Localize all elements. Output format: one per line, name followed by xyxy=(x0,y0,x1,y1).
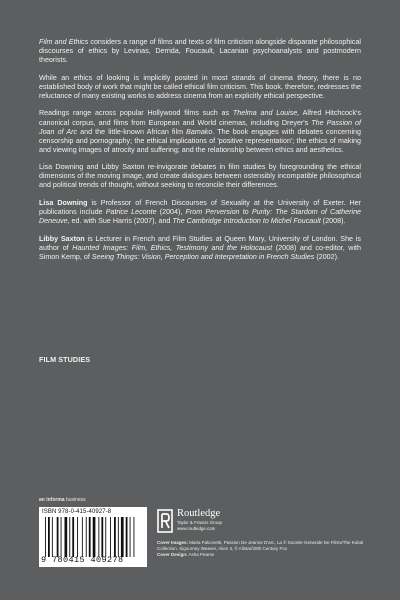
intro-paragraph: Film and Ethics considers a range of films and texts of film criticism alongside disparate philosophical discourses of ethics by Levinas, Derrida, Foucault, Lacanian psychoanalysts and postmodern theorists. xyxy=(39,38,362,65)
barcode-bar xyxy=(65,517,68,557)
saxton-bio: Libby Saxton is Lecturer in French and Film Studies at Queen Mary, University of London. She is author of Haunted Images: Film, Ethics, Testimony and the Holocaust (2008) and co-editor, with Simon Kemp, of Seeing Things: Vision, Perception and Interpretation in French Studies (2002). xyxy=(39,234,361,261)
routledge-logo-icon xyxy=(157,509,173,533)
barcode-bar xyxy=(86,517,87,557)
barcode-bar xyxy=(93,517,96,557)
publisher-group: Taylor & Francis Group xyxy=(177,520,222,525)
barcode-digits: 9 780415 409278 xyxy=(41,555,124,565)
barcode-bar xyxy=(69,517,70,557)
barcode-bar xyxy=(98,517,99,557)
barcode-bar xyxy=(101,517,103,557)
barcode-bar xyxy=(77,517,78,557)
barcode-bar xyxy=(82,517,83,557)
barcode-bar xyxy=(114,517,116,557)
barcode-bar xyxy=(45,517,46,557)
barcode-bar xyxy=(61,517,62,557)
barcode-bar xyxy=(105,517,106,557)
ethics-paragraph: While an ethics of looking is implicitly posited in most strands of cinema theory, there is no established body of work that might be called ethical film criticism. This book, therefore, redresses the reluctance of many existing works to address cinema from an explicitly ethical perspective. xyxy=(39,73,361,100)
barcode-bar xyxy=(110,517,111,557)
barcode-bar xyxy=(118,517,119,557)
barcode-bar xyxy=(52,517,53,557)
publisher-url[interactable]: www.routledge.com xyxy=(177,526,216,531)
downing-bio: Lisa Downing is Professor of French Discourses of Sexuality at the University of Exeter. Her publications include Patrice Leconte (2004), From Perversion to Purity: The Stardom of Catherine Deneuve, ed. with Sue Harris (2007), and The Cambridge Introduction to Michel Foucault (2008). xyxy=(39,199,362,226)
cover-credits: Cover Images: Maria Falconetti, Passion De Jeanne D'arc, La © Societe Generale De Films/The Kobal Collection. Sigourney Weaver, Alien 3, © Allstar/20th Century Fox Cover Design: Asha Pearse xyxy=(157,540,364,557)
barcode-bar xyxy=(134,517,135,557)
barcode-bar xyxy=(126,517,128,557)
barcode xyxy=(39,507,147,567)
barcode-bar xyxy=(72,517,74,557)
readings-paragraph: Readings range across popular Hollywood films such as Thelma and Louise, Alfred Hitchcock's canonical corpus, and films from European and World cinemas, including Dreyer's The Passion of Joan of Arc and the little-known African film Bamako. The book engages with debates concerning censorship and pornography; the ethical implications of 'positive representation'; the ethics of making and viewing images of atrocity and suffering; and the relationship between ethics and aesthetics. xyxy=(39,109,361,154)
barcode-bar xyxy=(48,517,50,557)
blurb-text xyxy=(39,38,361,271)
authors-paragraph: Lisa Downing and Libby Saxton re-invigorate debates in film studies by foregrounding the ethical dimensions of the moving image, and create dialogues between ostensibly incompatible philosophical and political trends of thought, without seeking to reconcile their differences. xyxy=(39,163,361,190)
informa-tagline: an informa business xyxy=(39,497,86,503)
barcode-bar xyxy=(89,517,91,557)
barcode-bar xyxy=(121,517,124,557)
barcode-bar xyxy=(130,517,131,557)
isbn-text: ISBN 978-0-415-40927-8 xyxy=(42,509,112,515)
category-label: FILM STUDIES xyxy=(39,355,91,364)
barcode-bar xyxy=(57,517,59,557)
barcode-bars xyxy=(45,517,142,557)
publisher-name: Routledge xyxy=(177,508,221,519)
